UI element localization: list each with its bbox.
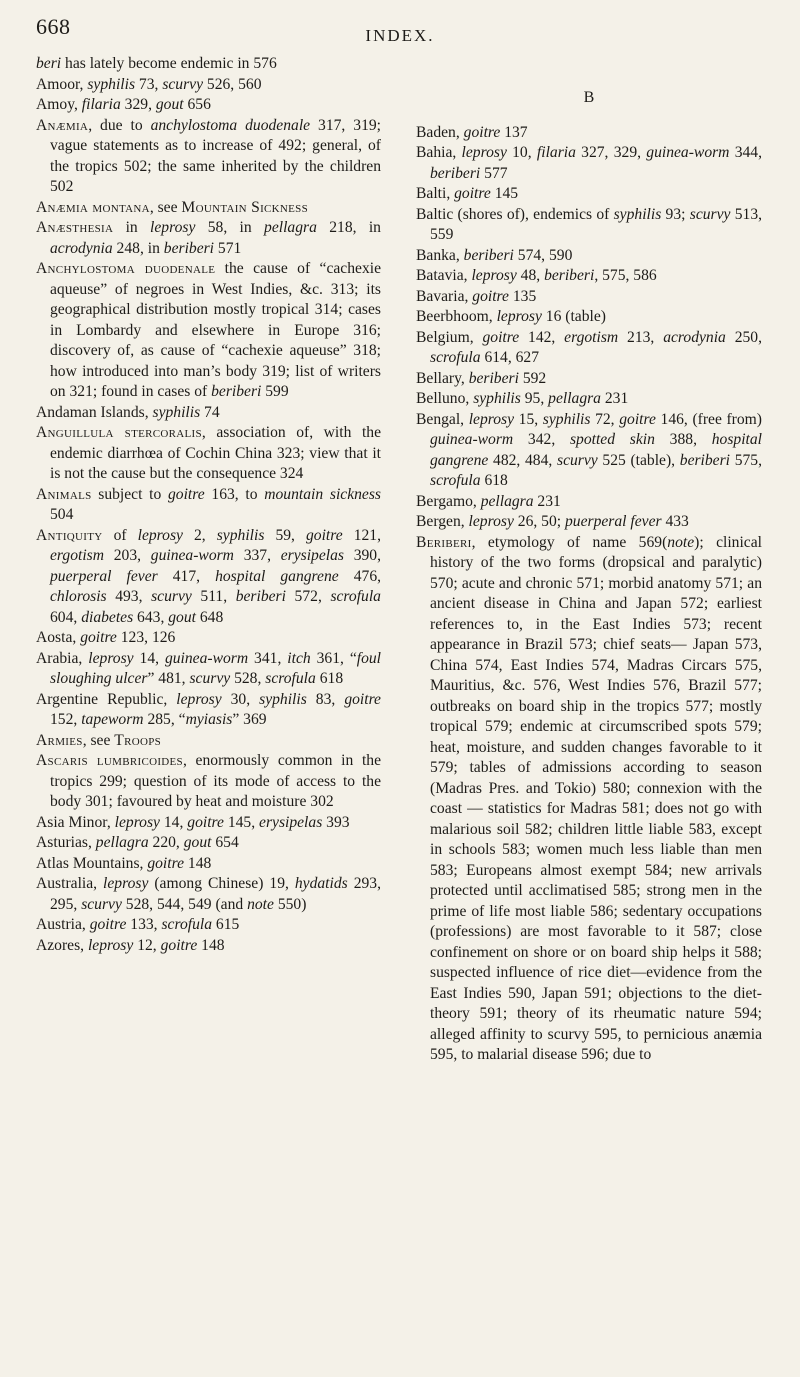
index-entry: Bergen, leprosy 26, 50; puerperal fever 433 — [416, 513, 689, 530]
index-entry: Batavia, leprosy 48, beriberi, 575, 586 — [416, 267, 657, 284]
index-entry: Ascaris lumbricoides, enormously common in the tropics 299; question of its mode of access to the body 301; favoured by heat and moisture 302 — [36, 752, 381, 810]
page-number: 668 — [36, 14, 71, 39]
index-entry: Amoor, syphilis 73, scurvy 526, 560 — [36, 75, 262, 93]
index-entry: Beerbhoom, leprosy 16 (table) — [416, 308, 606, 325]
index-entry: Arabia, leprosy 14, guinea-worm 341, itch 361, “foul sloughing ulcer” 481, scurvy 528, scrofula 618 — [36, 649, 382, 687]
index-entry: Animals subject to goitre 163, to mountain sickness 504 — [36, 485, 381, 523]
index-entry: Anæmia montana, see Mountain Sickness — [36, 198, 309, 216]
index-entry: Austria, goitre 133, scrofula 615 — [36, 916, 240, 933]
index-entry: Balti, goitre 145 — [416, 185, 519, 202]
index-entry: Anchylostoma duodenale the cause of “cachexie aqueuse” of negroes in West Indies, &c. 313; its geographical distribution mostly tropical 314; cases in Lombardy and elsewhere in Europe 316; discovery of, as cause of “cachexie aqueuse” 318; how introduced into man’s body 319; list of writers on 321; found in cases of beriberi 599 — [36, 260, 382, 400]
index-entry: Bavaria, goitre 135 — [416, 287, 537, 305]
index-entry: Banka, beriberi 574, 590 — [416, 246, 573, 264]
index-entry: Bahia, leprosy 10, filaria 327, 329, guinea-worm 344, beriberi 577 — [416, 144, 763, 182]
index-column-right — [416, 54, 762, 1066]
index-entry: Beriberi, etymology of name 569(note); clinical history of the two forms (dropsical and paralytic) 570; acute and chronic 571; morbid anatomy 571; an ancient disease in China and Japan 572; earliest references to, in the East Indies 573; recent appearance in Brazil 573; chief seats— Japan 573, China 574, East Indies 574, Madras Circars 575, Mauritius, &c. 576, West Indies 576, Brazil 577; outbreaks on board ship in the tropics 577; mostly tropical 579; endemic at circumscribed spots 579; heat, moisture, and sudden changes favorable to it 579; tables of admissions according to season (Madras Pres. and Tokio) 580; connexion with the coast — statistics for Madras 581; does not go with malarious soil 582; children little liable 583, except in schools 583; women much less liable than men 583; Europeans almost exempt 584; new arrivals protected until acclimatised 585; strong men in the prime of life most liable 586; sedentary occupations (professions) are most favorable to it 587; close confinement on shore or on board ship helps it 588; suspected influence of rice diet—evidence from the East Indies 590, Japan 591; objections to the diet-theory 591; theory of its rheumatic nature 594; alleged affinity to scurvy 595, to pernicious anæmia 595, to malarial disease 596; due to — [416, 533, 762, 1063]
index-entry: Asturias, pellagra 220, gout 654 — [36, 834, 239, 851]
index-entry: Baltic (shores of), endemics of syphilis 93; scurvy 513, 559 — [416, 205, 763, 243]
index-entry: Bergamo, pellagra 231 — [416, 492, 561, 510]
index-column-left — [36, 54, 381, 956]
index-entry: Belluno, syphilis 95, pellagra 231 — [416, 390, 629, 407]
index-entry: Anguillula stercoralis, association of, with the endemic diarrhœa of Cochin China 323; view that it is not the cause but the consequence 324 — [36, 424, 381, 482]
index-entry: Bengal, leprosy 15, syphilis 72, goitre 146, (free from) guinea-worm 342, spotted skin 388, hospital gangrene 482, 484, scurvy 525 (table), beriberi 575, scrofula 618 — [416, 410, 762, 489]
running-head: INDEX. — [365, 26, 435, 45]
index-entry: Amoy, filaria 329, gout 656 — [36, 96, 211, 113]
index-entry: Azores, leprosy 12, goitre 148 — [36, 936, 225, 954]
letter-heading: B — [583, 89, 595, 106]
index-entry: Armies, see Troops — [36, 731, 162, 749]
index-entry: Argentine Republic, leprosy 30, syphilis 83, goitre 152, tapeworm 285, “myiasis” 369 — [36, 690, 381, 728]
index-entry: Aosta, goitre 123, 126 — [36, 629, 176, 646]
index-entry: Australia, leprosy (among Chinese) 19, hydatids 293, 295, scurvy 528, 544, 549 (and note 550) — [36, 875, 381, 913]
index-entry: Anæsthesia in leprosy 58, in pellagra 218, in acrodynia 248, in beriberi 571 — [36, 219, 381, 257]
index-entry: Atlas Mountains, goitre 148 — [36, 854, 212, 872]
index-entry: Asia Minor, leprosy 14, goitre 145, erysipelas 393 — [36, 813, 350, 831]
index-entry: Antiquity of leprosy 2, syphilis 59, goitre 121, ergotism 203, guinea-worm 337, erysipelas 390, puerperal fever 417, hospital gangrene 476, chlorosis 493, scurvy 511, beriberi 572, scrofula 604, diabetes 643, gout 648 — [36, 526, 382, 626]
index-entry: Baden, goitre 137 — [416, 123, 528, 141]
index-entry: Anæmia, due to anchylostoma duodenale 317, 319; vague statements as to increase of 492; general, of the tropics 502; the same inherited by the children 502 — [36, 116, 381, 195]
index-entry: Belgium, goitre 142, ergotism 213, acrodynia 250, scrofula 614, 627 — [416, 328, 762, 366]
index-entry: Andaman Islands, syphilis 74 — [36, 403, 220, 421]
index-entry: Bellary, beriberi 592 — [416, 369, 547, 387]
index-entry: beri has lately become endemic in 576 — [36, 55, 277, 72]
